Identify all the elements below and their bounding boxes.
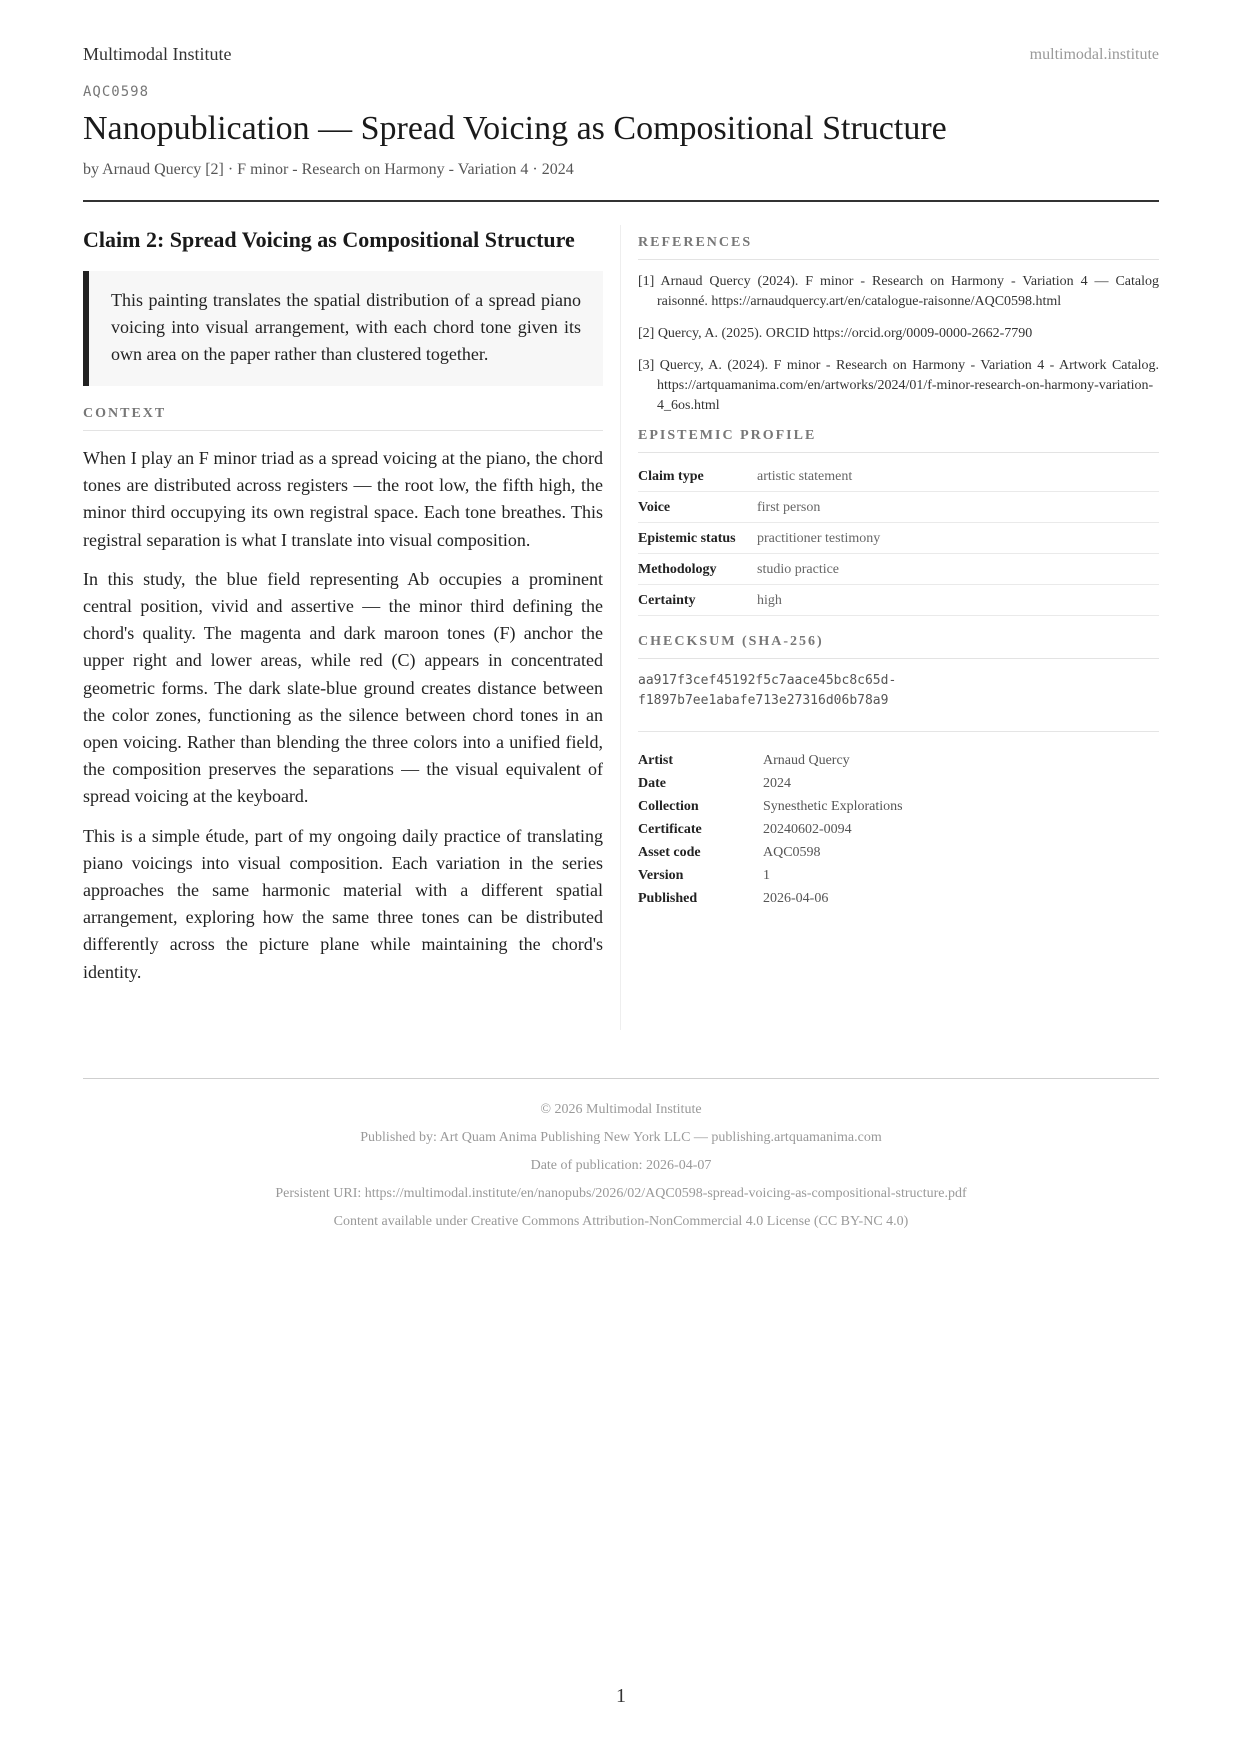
context-paragraph: When I play an F minor triad as a spread voicing at the piano, the chord tones are distributed across registers — the root low, the fifth high, the minor third occupying its own registral space. Each tone breathes. This registral separation is what I translate into visual composition. — [83, 448, 603, 550]
context-label: CONTEXT — [83, 406, 603, 431]
header-divider — [83, 200, 1159, 202]
epistemic-profile-label: EPISTEMIC PROFILE — [638, 428, 1159, 453]
table-row — [638, 554, 1159, 585]
row-value: artistic statement — [757, 461, 1159, 492]
footer-uri[interactable]: Persistent URI: https://multimodal.institute/en/nanopubs/2026/02/AQC0598-spread-voicing-as-compositional-structure.pdf — [275, 1186, 967, 1201]
table-row — [638, 523, 1159, 554]
epistemic-profile-table — [638, 461, 1159, 616]
table-row — [638, 773, 1159, 796]
row-key: Published — [638, 891, 698, 906]
table-row — [638, 888, 1159, 911]
context-paragraph: In this study, the blue field representing Ab occupies a prominent central position, vivid and assertive — the minor third defining the chord's quality. The magenta and dark maroon tones (F) anchor the upper right and lower areas, while red (C) appears in concentrated geometric forms. The dark slate-blue ground creates distance between the color zones, functioning as the silence between chord tones in an open voicing. Rather than blending the three colors into a unified field, the composition preserves the separations — the visual equivalent of spread voicing at the keyboard. — [83, 568, 603, 807]
row-value: studio practice — [757, 554, 1159, 585]
row-key: Collection — [638, 799, 699, 814]
row-key: Voice — [638, 492, 757, 523]
row-key: Claim type — [638, 461, 757, 492]
footer-copyright: © 2026 Multimodal Institute — [540, 1102, 702, 1117]
reference-item: [2] Quercy, A. (2025). ORCID https://orcid.org/0009-0000-2662-7790 — [638, 326, 1033, 341]
main-column — [83, 225, 603, 986]
claim-blockquote: This painting translates the spatial distribution of a spread piano voicing into visual arrangement, with each chord tone given its own area on the paper rather than clustered together. — [83, 271, 603, 386]
footer-license: Content available under Creative Commons Attribution-NonCommercial 4.0 License (CC BY-NC 4.0) — [333, 1214, 909, 1229]
row-value: Arnaud Quercy — [763, 753, 850, 768]
row-key: Methodology — [638, 554, 757, 585]
table-row — [638, 819, 1159, 842]
top-bar — [83, 44, 1159, 68]
row-key: Artist — [638, 753, 673, 768]
checksum-line: f1897b7ee1abafe713e27316d06b78a9 — [638, 693, 889, 708]
row-value: first person — [757, 492, 1159, 523]
checksum-line: aa917f3cef45192f5c7aace45bc8c65d- — [638, 673, 897, 688]
checksum-value — [638, 671, 1159, 732]
reference-item: [3] Quercy, A. (2024). F minor - Research on Harmony - Variation 4 - Artwork Catalog. https://artquamanima.com/en/artworks/2024/01/f-minor-research-on-harmony-variation-4_6os.html — [638, 358, 1159, 413]
table-row — [638, 842, 1159, 865]
document-page — [83, 0, 1159, 1754]
sidebar — [638, 235, 1159, 911]
row-key: Certificate — [638, 822, 702, 837]
footer-date: Date of publication: 2026-04-07 — [530, 1158, 712, 1173]
byline: by Arnaud Quercy [2] · F minor - Research on Harmony - Variation 4 · 2024 — [83, 161, 574, 178]
row-value: 2024 — [763, 776, 791, 791]
reference-item: [1] Arnaud Quercy (2024). F minor - Research on Harmony - Variation 4 — Catalog raisonné. https://arnaudquercy.art/en/catalogue-raisonne/AQC0598.html — [638, 274, 1159, 309]
checksum-label: CHECKSUM (SHA-256) — [638, 634, 1159, 659]
column-divider — [620, 225, 621, 1030]
table-row — [638, 865, 1159, 888]
asset-code: AQC0598 — [83, 84, 150, 100]
row-value: 2026-04-06 — [763, 891, 829, 906]
metadata-table — [638, 750, 1159, 911]
row-value: practitioner testimony — [757, 523, 1159, 554]
context-paragraph: This is a simple étude, part of my ongoing daily practice of translating piano voicings into visual composition. Each variation in the series approaches the same harmonic material with a different spatial arrangement, exploring how the same three tones can be distributed differently across the picture plane while maintaining the chord's identity. — [83, 825, 603, 982]
references-label: REFERENCES — [638, 235, 1159, 260]
table-row — [638, 585, 1159, 616]
references-list — [638, 272, 1159, 416]
table-row — [638, 492, 1159, 523]
page-footer — [83, 1078, 1159, 1236]
row-key: Asset code — [638, 845, 701, 860]
row-key: Version — [638, 868, 684, 883]
institute-name: Multimodal Institute — [83, 44, 232, 64]
table-row — [638, 796, 1159, 819]
row-value: Synesthetic Explorations — [763, 799, 903, 814]
row-value: 1 — [763, 868, 770, 883]
table-row — [638, 750, 1159, 773]
row-key: Epistemic status — [638, 523, 757, 554]
row-value: 20240602-0094 — [763, 822, 852, 837]
row-key: Certainty — [638, 585, 757, 616]
row-value: high — [757, 585, 1159, 616]
page-number: 1 — [616, 1685, 626, 1707]
footer-publisher: Published by: Art Quam Anima Publishing New York LLC — publishing.artquamanima.com — [360, 1130, 882, 1145]
row-value: AQC0598 — [763, 845, 821, 860]
claim-heading: Claim 2: Spread Voicing as Compositional Structure — [83, 227, 575, 252]
site-link[interactable]: multimodal.institute — [1029, 46, 1159, 63]
table-row — [638, 461, 1159, 492]
row-key: Date — [638, 776, 666, 791]
page-title: Nanopublication — Spread Voicing as Compositional Structure — [83, 110, 947, 147]
